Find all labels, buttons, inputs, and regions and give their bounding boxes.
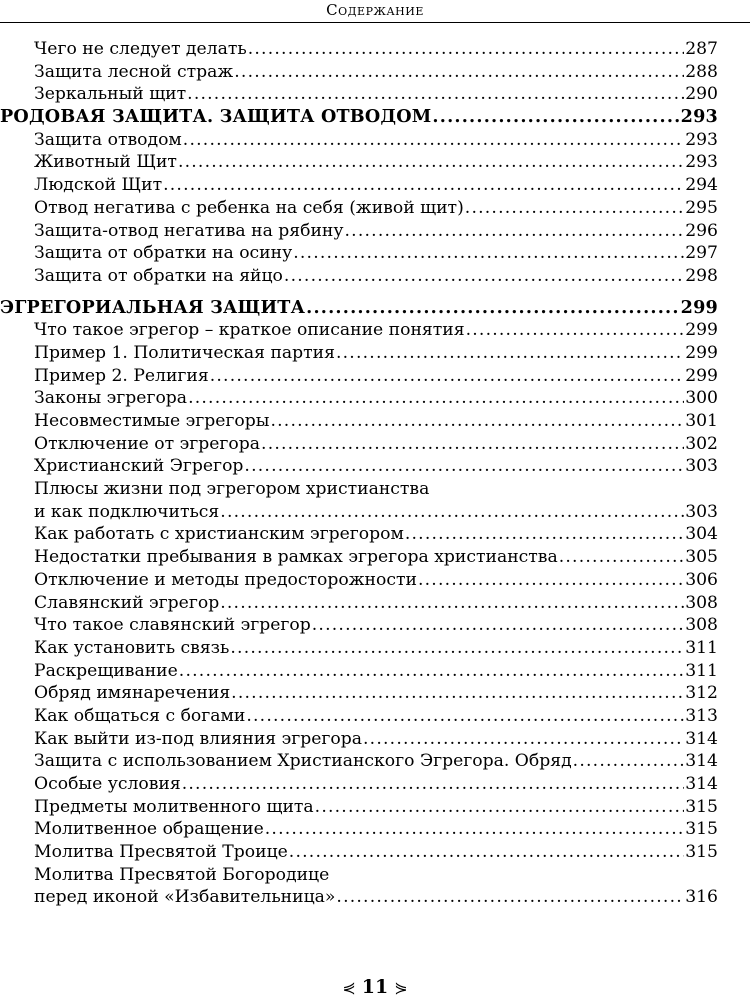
toc-entry[interactable]	[0, 61, 718, 84]
toc-entry-title: Отвод негатива с ребенка на себя (живой щит)	[34, 197, 464, 218]
toc-entry[interactable]	[0, 220, 718, 243]
toc-entry-title: Что такое эгрегор – краткое описание понятия	[34, 320, 465, 341]
toc-entry[interactable]	[0, 523, 718, 546]
toc-entry-page: 296	[685, 220, 718, 241]
toc-entry-title: Защита лесной страж	[34, 61, 234, 82]
toc-entry-page: 295	[685, 197, 718, 218]
toc-section-heading[interactable]	[0, 297, 718, 320]
toc-entry-title: перед иконой «Избавительница»	[34, 887, 336, 908]
page-footer	[0, 976, 750, 998]
leader-dots	[363, 728, 684, 751]
toc-entry-title: и как подключиться	[34, 501, 220, 522]
toc-entry-title: Отключение и методы предосторожности	[34, 569, 417, 590]
leader-dots	[432, 106, 679, 129]
toc-entry-page: 315	[685, 819, 718, 840]
toc-entry-title: Зеркальный щит	[34, 84, 187, 105]
leader-dots	[188, 387, 684, 410]
leader-dots	[248, 38, 684, 61]
leader-dots	[183, 129, 684, 152]
leader-dots	[336, 342, 684, 365]
toc-entry-page: 311	[685, 637, 718, 658]
running-header	[0, 0, 750, 23]
toc-entry[interactable]	[0, 592, 718, 615]
toc-entry[interactable]	[0, 319, 718, 342]
leader-dots	[234, 61, 684, 84]
leader-dots	[261, 433, 684, 456]
toc-entry-title: Молитвенное обращение	[34, 819, 264, 840]
toc-entry-page: 303	[685, 501, 718, 522]
toc-entry-title: Как установить связь	[34, 637, 230, 658]
ornament-right-icon: ⋟	[394, 978, 408, 997]
toc-entry-title: Защита от обратки на осину	[34, 243, 293, 264]
toc-section-page: 293	[680, 106, 718, 128]
toc-entry-page: 314	[685, 751, 718, 772]
toc-entry-page: 315	[685, 842, 718, 863]
leader-dots	[265, 818, 684, 841]
toc-entry-title-line1: Плюсы жизни под эгрегором христианства	[34, 479, 430, 500]
toc-entry-title: Защита отводом	[34, 129, 182, 150]
toc-entry-page: 304	[685, 524, 718, 545]
toc-entry[interactable]	[0, 614, 718, 637]
leader-dots	[306, 297, 680, 320]
header-title: Содержание	[326, 1, 424, 19]
toc-entry[interactable]	[0, 387, 718, 410]
toc-entry-page: 313	[685, 705, 718, 726]
leader-dots	[270, 410, 684, 433]
toc-entry-page: 300	[685, 388, 718, 409]
toc-entry[interactable]	[0, 750, 718, 773]
toc-entry[interactable]	[0, 818, 718, 841]
toc-entry-page: 287	[685, 39, 718, 59]
toc-entry-title: Защита с использованием Христианского Эгрегора. Обряд	[34, 751, 572, 772]
toc-entry-page: 301	[685, 411, 718, 431]
toc-entry-page: 293	[685, 129, 718, 150]
toc-entry-page: 308	[685, 615, 718, 636]
leader-dots	[336, 886, 684, 909]
ornament-left-icon: ⋞	[342, 978, 356, 997]
leader-dots	[315, 796, 685, 819]
toc-entry-title: Что такое славянский эгрегор	[34, 615, 311, 636]
leader-dots	[182, 773, 684, 796]
toc-entry[interactable]	[0, 773, 718, 796]
leader-dots	[559, 546, 684, 569]
leader-dots	[312, 614, 684, 637]
toc-entry-page: 312	[685, 683, 718, 704]
toc-entry-page: 297	[685, 243, 718, 264]
toc-entry-title: Христианский Эгрегор	[34, 456, 244, 477]
toc-entry[interactable]	[0, 242, 718, 265]
toc-entry-page: 305	[685, 547, 718, 568]
leader-dots	[284, 265, 684, 288]
toc-entry-title: Молитва Пресвятой Троице	[34, 842, 288, 863]
toc-entry-title: Защита от обратки на яйцо	[34, 265, 283, 286]
toc-entry[interactable]	[0, 796, 718, 819]
leader-dots	[178, 151, 684, 174]
toc-entry[interactable]	[0, 410, 718, 433]
leader-dots	[405, 523, 684, 546]
toc-entry[interactable]	[0, 83, 718, 106]
toc-entry[interactable]	[0, 546, 718, 569]
toc-entry[interactable]	[0, 682, 718, 705]
toc-entry[interactable]	[0, 705, 718, 728]
toc-entry[interactable]	[0, 728, 718, 751]
toc-entry-title: Законы эгрегора	[34, 388, 188, 409]
toc-entry-page: 302	[685, 433, 718, 454]
toc-entry[interactable]	[0, 660, 718, 683]
toc-entry-page: 294	[685, 175, 718, 196]
toc-entry[interactable]	[0, 174, 718, 197]
toc-entry[interactable]	[0, 886, 718, 909]
leader-dots	[210, 365, 684, 388]
toc-entry-title: Пример 1. Политическая партия	[34, 342, 335, 363]
toc-entry-title: Раскрещивание	[34, 660, 178, 681]
leader-dots	[231, 682, 684, 705]
toc-entry-page: 311	[685, 660, 718, 681]
leader-dots	[187, 83, 684, 106]
toc-entry-title: Особые условия	[34, 774, 181, 794]
leader-dots	[466, 319, 685, 342]
toc-entry[interactable]	[0, 151, 718, 174]
toc-entry-title: Людской Щит	[34, 175, 163, 196]
toc-entry-title: Животный Щит	[34, 152, 177, 173]
page-number: 11	[361, 976, 389, 998]
toc-entry-page: 299	[685, 365, 718, 386]
toc-entry-title: Несовместимые эгрегоры	[34, 411, 270, 431]
leader-dots	[244, 455, 684, 478]
toc-entry-page: 293	[685, 152, 718, 173]
leader-dots	[418, 569, 684, 592]
toc-entry[interactable]	[0, 637, 718, 660]
toc-entry-title: Как общаться с богами	[34, 705, 246, 726]
toc-entry[interactable]	[0, 455, 718, 478]
toc-section-title: РОДОВАЯ ЗАЩИТА. ЗАЩИТА ОТВОДОМ	[0, 106, 432, 128]
leader-dots	[573, 750, 685, 773]
toc-entry-page: 316	[685, 887, 718, 908]
toc-entry[interactable]	[0, 569, 718, 592]
toc-entry-title: Предметы молитвенного щита	[34, 796, 314, 817]
table-of-contents	[0, 38, 718, 909]
leader-dots	[179, 660, 684, 683]
toc-entry[interactable]	[0, 265, 718, 288]
leader-dots	[230, 637, 684, 660]
leader-dots	[163, 174, 684, 197]
leader-dots	[465, 197, 684, 220]
toc-entry[interactable]	[0, 841, 718, 864]
toc-entry[interactable]	[0, 197, 718, 220]
toc-entry-page: 314	[685, 728, 718, 749]
toc-entry[interactable]	[0, 129, 718, 152]
toc-entry[interactable]	[0, 365, 718, 388]
leader-dots	[220, 501, 684, 524]
toc-entry-page: 299	[685, 342, 718, 363]
toc-entry-page: 315	[685, 796, 718, 817]
toc-entry-title: Как работать с христианским эгрегором	[34, 524, 404, 545]
toc-entry-page: 288	[685, 61, 718, 82]
toc-entry[interactable]	[0, 433, 718, 456]
leader-dots	[293, 242, 684, 265]
toc-entry-page: 303	[685, 456, 718, 477]
toc-entry-title: Славянский эгрегор	[34, 592, 220, 613]
toc-entry-page: 306	[685, 569, 718, 590]
toc-entry-page: 298	[685, 265, 718, 286]
toc-entry-page: 314	[685, 774, 718, 794]
toc-entry-title: Недостатки пребывания в рамках эгрегора христианства	[34, 547, 558, 568]
leader-dots	[345, 220, 685, 243]
toc-entry-page: 299	[685, 320, 718, 341]
toc-section-page: 299	[680, 296, 718, 318]
toc-entry-title: Защита-отвод негатива на рябину	[34, 220, 344, 241]
toc-entry-title-line1: Молитва Пресвятой Богородице	[34, 864, 330, 885]
toc-entry-title: Пример 2. Религия	[34, 365, 209, 386]
toc-entry[interactable]	[0, 342, 718, 365]
toc-entry-page: 290	[685, 84, 718, 105]
toc-section-heading[interactable]	[0, 106, 718, 129]
leader-dots	[220, 592, 684, 615]
toc-entry-title: Как выйти из-под влияния эгрегора	[34, 728, 362, 749]
toc-entry-title: Чего не следует делать	[34, 39, 247, 59]
toc-section-title: ЭГРЕГОРИАЛЬНАЯ ЗАЩИТА	[0, 296, 306, 318]
toc-entry[interactable]	[0, 501, 718, 524]
toc-entry-title: Отключение от эгрегора	[34, 433, 261, 454]
leader-dots	[289, 841, 684, 864]
leader-dots	[246, 705, 684, 728]
toc-entry-title: Обряд имянаречения	[34, 683, 231, 704]
toc-entry-page: 308	[685, 592, 718, 613]
toc-entry[interactable]	[0, 38, 718, 61]
